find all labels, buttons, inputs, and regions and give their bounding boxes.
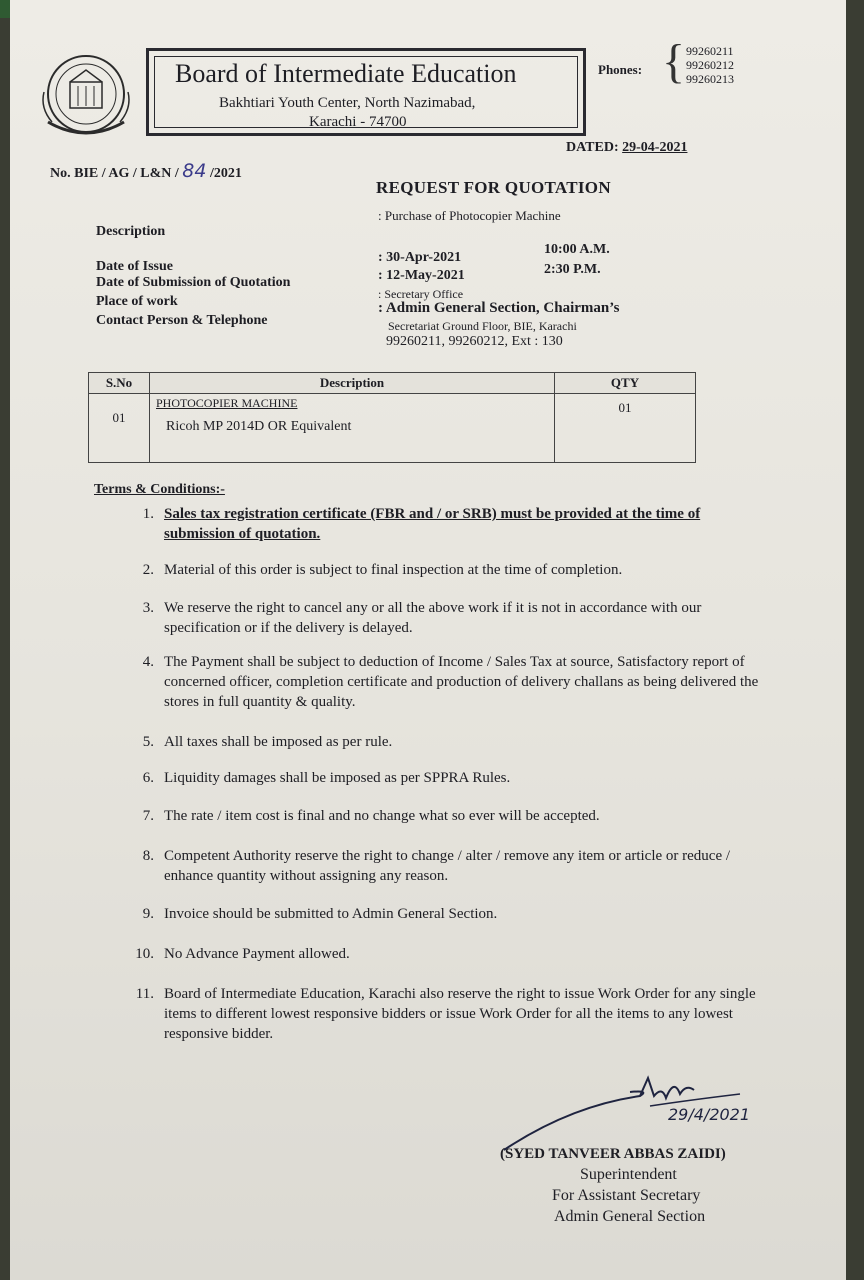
phone-number: 99260213	[686, 72, 734, 86]
issue-value: : 30-Apr-2021	[378, 250, 462, 265]
term-item	[130, 846, 760, 886]
term-text: We reserve the right to cancel any or all the above work if it is not in accordance with our specification or if the delivery is delayed.	[164, 600, 702, 636]
term-text: Liquidity damages shall be imposed as per SPPRA Rules.	[164, 770, 511, 786]
term-item	[130, 504, 760, 544]
reference-number	[50, 160, 242, 182]
submission-time: 2:30 P.M.	[544, 262, 601, 277]
ref-handwritten-number: 84	[182, 160, 207, 182]
col-sno: S.No	[89, 373, 150, 394]
term-number: 2.	[142, 562, 154, 578]
term-number: 5.	[142, 734, 154, 750]
table-row	[89, 394, 696, 463]
signatory-section: Admin General Section	[554, 1208, 706, 1225]
col-description: Description	[150, 373, 555, 394]
term-number: 11.	[135, 986, 154, 1002]
signature-date: 29/4/2021	[668, 1105, 751, 1124]
term-text: All taxes shall be imposed as per rule.	[164, 734, 393, 750]
term-item	[130, 944, 760, 964]
phone-number: 99260211	[686, 44, 734, 58]
term-item	[130, 984, 760, 1044]
row-detail: Ricoh MP 2014D OR Equivalent	[166, 419, 352, 434]
term-number: 3.	[142, 600, 154, 616]
contact-value: : Admin General Section, Chairman’s	[378, 300, 620, 316]
org-name: Board of Intermediate Education	[175, 59, 517, 88]
term-text: Material of this order is subject to final inspection at the time of completion.	[164, 562, 623, 578]
issue-time: 10:00 A.M.	[544, 242, 610, 257]
signatory-designation: Superintendent	[580, 1166, 677, 1183]
term-text: Invoice should be submitted to Admin General Section.	[164, 906, 498, 922]
contact-label: Contact Person & Telephone	[96, 313, 268, 328]
term-number: 7.	[142, 808, 154, 824]
brace-icon: {	[662, 35, 686, 88]
phone-number: 99260212	[686, 58, 734, 72]
address-line-2: Karachi - 74700	[309, 114, 407, 130]
row-item: PHOTOCOPIER MACHINE	[156, 396, 298, 410]
term-item	[130, 904, 760, 924]
signatory-name: (SYED TANVEER ABBAS ZAIDI)	[500, 1146, 726, 1162]
address-line-1: Bakhtiari Youth Center, North Nazimabad,	[219, 95, 476, 111]
row-description	[150, 394, 555, 463]
term-text: The rate / item cost is final and no change what so ever will be accepted.	[164, 808, 600, 824]
phones-label: Phones:	[598, 62, 643, 77]
dated-value: 29-04-2021	[622, 140, 688, 155]
term-item	[130, 732, 760, 752]
submission-label: Date of Submission of Quotation	[96, 275, 291, 290]
terms-heading: Terms & Conditions:-	[94, 482, 225, 497]
col-qty: QTY	[555, 373, 696, 394]
place-value: : Secretary Office	[378, 287, 464, 301]
term-text: The Payment shall be subject to deduction of Income / Sales Tax at source, Satisfactory report of concerned officer, completion certificate and production of delivery challans as being delivered the stores in full quantity & quality.	[164, 654, 759, 710]
ref-suffix: /2021	[209, 166, 242, 181]
issue-label: Date of Issue	[96, 259, 173, 274]
term-item	[130, 560, 760, 580]
row-sno: 01	[89, 394, 150, 463]
items-table	[88, 372, 696, 463]
bie-logo-icon	[38, 52, 134, 144]
contact-line-2: Secretariat Ground Floor, BIE, Karachi	[388, 319, 577, 333]
description-value: : Purchase of Photocopier Machine	[378, 208, 561, 223]
document-title: REQUEST FOR QUOTATION	[376, 178, 611, 197]
ref-prefix: No. BIE / AG / L&N /	[50, 166, 179, 181]
place-label: Place of work	[96, 294, 178, 309]
term-item	[130, 652, 760, 712]
term-item	[130, 598, 760, 638]
term-number: 9.	[142, 906, 154, 922]
term-number: 8.	[142, 848, 154, 864]
term-item	[130, 806, 760, 826]
dated-label: DATED:	[566, 140, 619, 155]
term-number: 6.	[142, 770, 154, 786]
row-qty: 01	[555, 394, 696, 463]
signatory-for: For Assistant Secretary	[552, 1187, 701, 1204]
letterhead-box	[146, 48, 586, 136]
table-header-row	[89, 373, 696, 394]
term-text: Competent Authority reserve the right to change / alter / remove any item or article or reduce / enhance quantity without assigning any reason.	[164, 848, 731, 884]
signature-icon	[490, 1066, 770, 1156]
submission-value: : 12-May-2021	[378, 268, 465, 283]
term-text: Sales tax registration certificate (FBR and / or SRB) must be provided at the time of submission of quotation.	[164, 506, 701, 542]
term-text: Board of Intermediate Education, Karachi also reserve the right to issue Work Order for any single items to different lowest responsive bidders or issue Work Order for all the items to any lowest responsive bidder.	[164, 986, 756, 1042]
term-text: No Advance Payment allowed.	[164, 946, 350, 962]
dated	[566, 140, 687, 156]
term-number: 1.	[142, 506, 154, 522]
description-label: Description	[96, 224, 166, 239]
contact-line-3: 99260211, 99260212, Ext : 130	[386, 334, 563, 349]
term-number: 4.	[142, 654, 154, 670]
document-page	[10, 0, 846, 1280]
term-item	[130, 768, 760, 788]
term-number: 10.	[135, 946, 154, 962]
